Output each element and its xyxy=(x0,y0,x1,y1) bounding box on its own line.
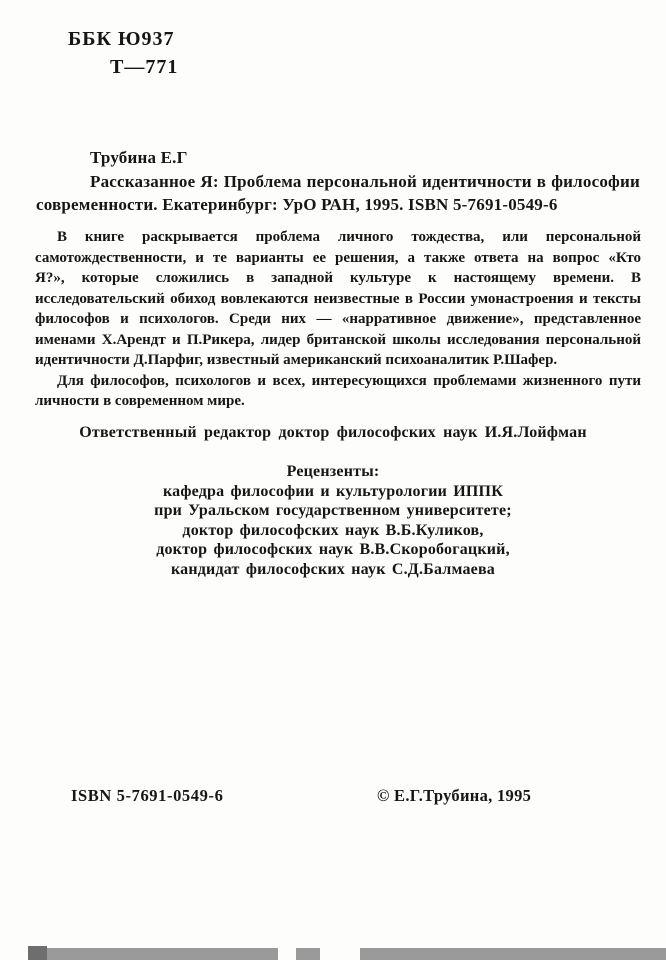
annotation-line: исследовательский обиход вовлекаются неизвестные в России умонастроения и тексты xyxy=(35,290,641,307)
annotation-line: личности в современном мире. xyxy=(35,393,245,409)
responsible-editor-line: Ответственный редактор доктор философских наук И.Я.Лойфман xyxy=(79,424,587,441)
annotation-line: философов и психологов. Среди них — «нарративное движение», представленное xyxy=(35,311,641,327)
reviewer-line: кафедра философии и культурологии ИППК xyxy=(163,482,503,500)
biblio-imprint-line: современности. Екатеринбург: УрО РАН, 1995. ISBN 5-7691-0549-6 xyxy=(36,195,558,214)
copyright-notice: © Е.Г.Трубина, 1995 xyxy=(377,786,532,805)
bbk-code-block xyxy=(68,28,178,79)
scan-artifact-gap xyxy=(320,948,360,960)
annotation-paragraphs xyxy=(35,227,641,412)
annotation-line: самотождественности, и те варианты ее решения, а также ответа на вопрос «Кто xyxy=(35,249,641,266)
reviewer-line: при Уральском государственном университете; xyxy=(154,502,512,519)
biblio-author: Трубина Е.Г xyxy=(90,148,188,167)
annotation-line: идентичности Д.Парфиг, известный американский психоаналитик Р.Шафер. xyxy=(35,352,558,368)
biblio-title-line: Рассказанное Я: Проблема персональной идентичности в философии xyxy=(90,171,640,191)
annotation-line: Я?», которые сложились в западной культуре к настоящему времени. В xyxy=(35,270,641,286)
author-code: Т—771 xyxy=(110,56,179,78)
bibliographic-record xyxy=(36,146,640,217)
scan-artifact-dark-segment xyxy=(28,946,47,960)
reviewers-heading: Рецензенты: xyxy=(286,463,380,480)
annotation-line: именами Х.Арендт и П.Рикера, лидер британской школы исследования персональной xyxy=(35,331,641,348)
bbk-code: ББК Ю937 xyxy=(68,28,175,50)
annotation-line: В книге раскрывается проблема личного тождества, или персональной xyxy=(57,229,641,245)
reviewers-block xyxy=(0,462,666,579)
scan-artifact-bar xyxy=(28,948,666,960)
scan-artifact-gap xyxy=(278,948,296,960)
annotation-line: Для философов, психологов и всех, интересующихся проблемами жизненного пути xyxy=(57,372,641,389)
isbn-number: ISBN 5-7691-0549-6 xyxy=(71,786,224,805)
reviewer-line: доктор философских наук В.Б.Куликов, xyxy=(182,521,484,539)
reviewer-line: кандидат философских наук С.Д.Балмаева xyxy=(170,560,496,578)
reviewer-line: доктор философских наук В.В.Скоробогацкий, xyxy=(156,541,510,558)
